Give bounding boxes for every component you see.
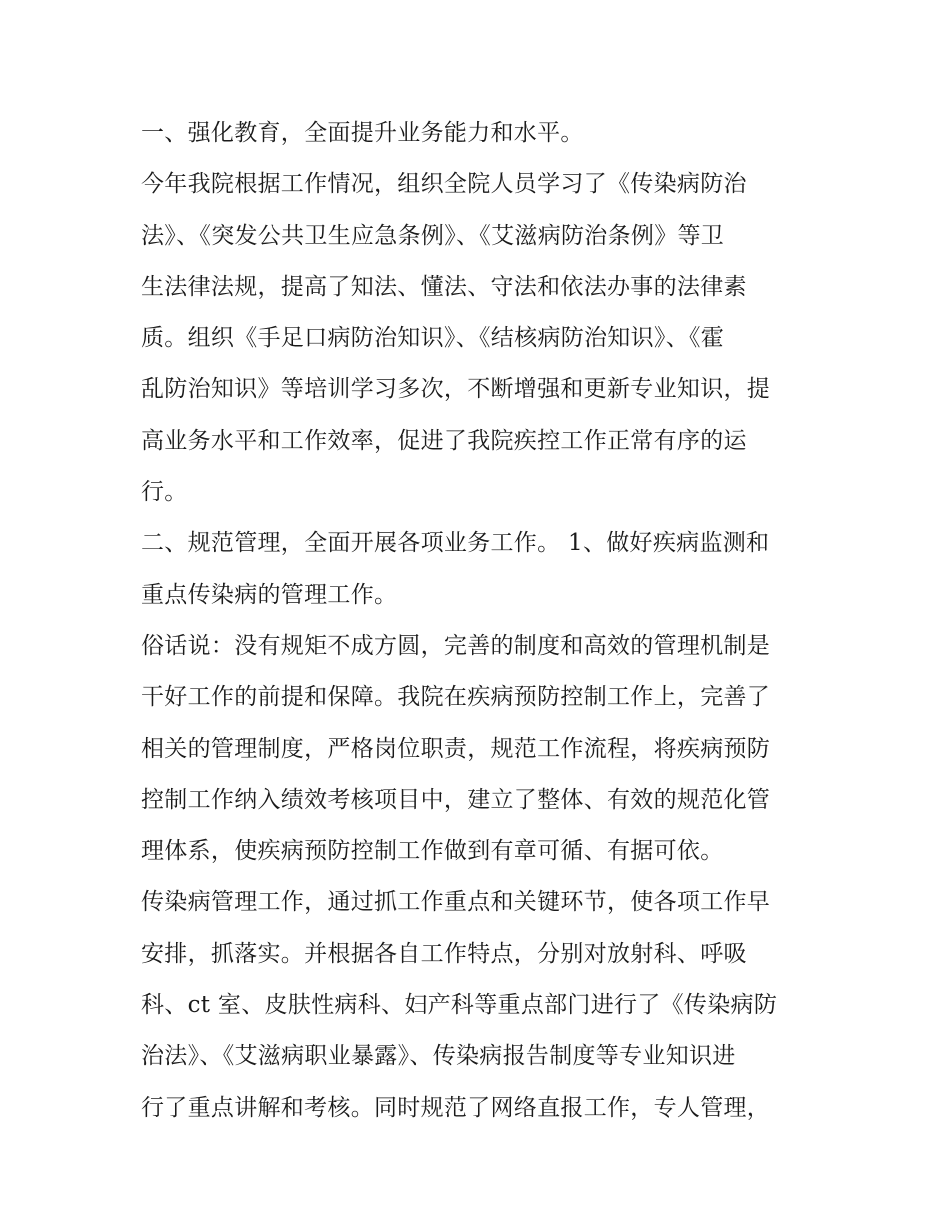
text-line: 法》、《突发公共卫生应急条例》、《艾滋病防治条例》等卫 bbox=[141, 222, 725, 249]
text-line: 行了重点讲解和考核。同时规范了网络直报工作，专人管理， bbox=[141, 1094, 771, 1121]
text-line: 质。组织《手足口病防治知识》、《结核病防治知识》、《霍 bbox=[141, 325, 725, 352]
text-line: 一、强化教育，全面提升业务能力和水平。 bbox=[141, 120, 584, 146]
text-line: 今年我院根据工作情况，组织全院人员学习了《传染病防治 bbox=[141, 171, 747, 198]
text-line: 传染病管理工作，通过抓工作重点和关键环节，使各项工作早 bbox=[141, 889, 771, 916]
text-line: 乱防治知识》等培训学习多次，不断增强和更新专业知识，提 bbox=[141, 376, 771, 403]
text-line: 相关的管理制度，严格岗位职责，规范工作流程，将疾病预防 bbox=[141, 735, 771, 762]
text-line: 行。 bbox=[141, 479, 188, 506]
text-line: 二、规范管理，全面开展各项业务工作。 1、做好疾病监测和 bbox=[141, 530, 770, 557]
text-line: 干好工作的前提和保障。我院在疾病预防控制工作上，完善了 bbox=[141, 684, 771, 711]
text-line: 安排，抓落实。并根据各自工作特点，分别对放射科、呼吸 bbox=[141, 940, 747, 967]
document-body bbox=[141, 108, 821, 1134]
text-line: 俗话说：没有规矩不成方圆，完善的制度和高效的管理机制是 bbox=[141, 632, 771, 659]
text-line: 生法律法规，提高了知法、懂法、守法和依法办事的法律素 bbox=[141, 273, 747, 300]
text-line: 治法》、《艾滋病职业暴露》、传染病报告制度等专业知识进 bbox=[141, 1043, 736, 1070]
text-line: 控制工作纳入绩效考核项目中，建立了整体、有效的规范化管 bbox=[141, 786, 771, 813]
text-line: 科、ct 室、皮肤性病科、妇产科等重点部门进行了《传染病防 bbox=[141, 992, 778, 1019]
text-line: 高业务水平和工作效率，促进了我院疾控工作正常有序的运 bbox=[141, 427, 747, 454]
text-line: 重点传染病的管理工作。 bbox=[141, 581, 398, 608]
text-line: 理体系，使疾病预防控制工作做到有章可循、有据可依。 bbox=[141, 838, 724, 865]
